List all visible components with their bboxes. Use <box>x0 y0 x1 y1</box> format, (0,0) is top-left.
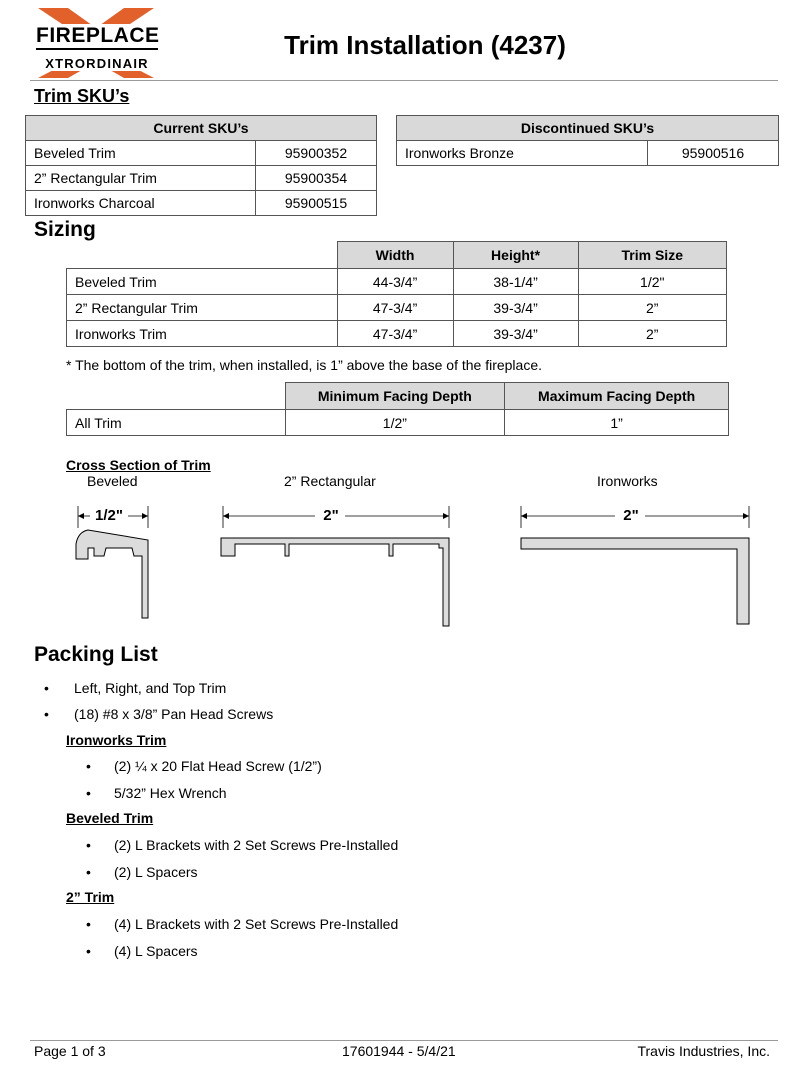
sizing-table <box>66 241 727 347</box>
current-sku-table <box>25 115 377 216</box>
sizing-heading: Sizing <box>34 218 96 241</box>
page-title: Trim Installation (4237) <box>284 30 566 60</box>
trim-size-value: 1/2" <box>578 269 727 295</box>
rectangular-label: 2” Rectangular <box>284 473 376 489</box>
trim-name: Beveled Trim <box>67 269 338 295</box>
beveled-profile-drawing <box>70 500 160 630</box>
sku-number: 95900515 <box>256 191 377 216</box>
table-row <box>26 141 377 166</box>
bullet-icon: • <box>86 916 91 932</box>
logo-underline <box>36 48 158 50</box>
column-header: Width <box>337 242 453 269</box>
trim-size-value: 2” <box>578 321 727 347</box>
sku-number: 95900352 <box>256 141 377 166</box>
trim-name: Ironworks Trim <box>67 321 338 347</box>
rectangular-profile-drawing <box>215 500 455 630</box>
height-value: 39-3/4” <box>453 321 578 347</box>
sku-name: 2” Rectangular Trim <box>26 166 256 191</box>
logo-xtrordinair-text: XTRORDINAIR <box>36 56 158 71</box>
bullet-icon: • <box>44 680 49 696</box>
discontinued-sku-header: Discontinued SKU’s <box>397 116 779 141</box>
table-row <box>26 191 377 216</box>
footer-divider <box>30 1040 778 1041</box>
brand-logo <box>30 6 162 78</box>
height-value: 38-1/4” <box>453 269 578 295</box>
sku-name: Beveled Trim <box>26 141 256 166</box>
trim-size-value: 2” <box>578 295 727 321</box>
bullet-icon: • <box>86 758 91 774</box>
facing-depth-table <box>66 382 729 436</box>
beveled-trim-subheading: Beveled Trim <box>66 810 154 826</box>
sizing-footnote: * The bottom of the trim, when installed, is 1” above the base of the fireplace. <box>66 357 543 373</box>
column-header: Height* <box>453 242 578 269</box>
ironworks-label: Ironworks <box>597 473 658 489</box>
cross-section-title: Cross Section of Trim <box>66 457 211 473</box>
table-row <box>397 141 779 166</box>
dim-label: 2" <box>323 507 339 524</box>
company-name: Travis Industries, Inc. <box>637 1043 770 1059</box>
bullet-icon: • <box>86 837 91 853</box>
width-value: 47-3/4” <box>337 295 453 321</box>
ironworks-trim-subheading: Ironworks Trim <box>66 732 167 748</box>
beveled-label: Beveled <box>87 473 138 489</box>
ironworks-profile-drawing <box>515 500 755 630</box>
discontinued-sku-table <box>396 115 779 166</box>
header-divider <box>30 80 778 81</box>
sku-name: Ironworks Bronze <box>397 141 648 166</box>
table-row <box>67 410 729 436</box>
logo-fireplace-text: FIREPLACE <box>36 24 160 47</box>
column-header: Minimum Facing Depth <box>285 383 505 410</box>
width-value: 44-3/4” <box>337 269 453 295</box>
two-inch-trim-subheading: 2” Trim <box>66 889 115 905</box>
sku-name: Ironworks Charcoal <box>26 191 256 216</box>
bullet-icon: • <box>44 706 49 722</box>
height-value: 39-3/4” <box>453 295 578 321</box>
trim-sku-heading: Trim SKU’s <box>34 86 130 106</box>
document-number: 17601944 - 5/4/21 <box>342 1043 456 1059</box>
table-row <box>67 295 727 321</box>
page-number: Page 1 of 3 <box>34 1043 106 1059</box>
table-row <box>26 166 377 191</box>
table-row <box>67 321 727 347</box>
bullet-icon: • <box>86 785 91 801</box>
trim-name: 2” Rectangular Trim <box>67 295 338 321</box>
column-header: Trim Size <box>578 242 727 269</box>
trim-name: All Trim <box>67 410 286 436</box>
bullet-icon: • <box>86 943 91 959</box>
column-header: Maximum Facing Depth <box>505 383 729 410</box>
packing-list-heading: Packing List <box>34 643 158 666</box>
sku-number: 95900516 <box>648 141 779 166</box>
dim-label: 2" <box>623 507 639 524</box>
current-sku-header: Current SKU’s <box>26 116 377 141</box>
bullet-icon: • <box>86 864 91 880</box>
min-depth-value: 1/2” <box>285 410 505 436</box>
max-depth-value: 1” <box>505 410 729 436</box>
dim-label: 1/2" <box>95 507 123 524</box>
width-value: 47-3/4” <box>337 321 453 347</box>
sku-number: 95900354 <box>256 166 377 191</box>
table-row <box>67 269 727 295</box>
